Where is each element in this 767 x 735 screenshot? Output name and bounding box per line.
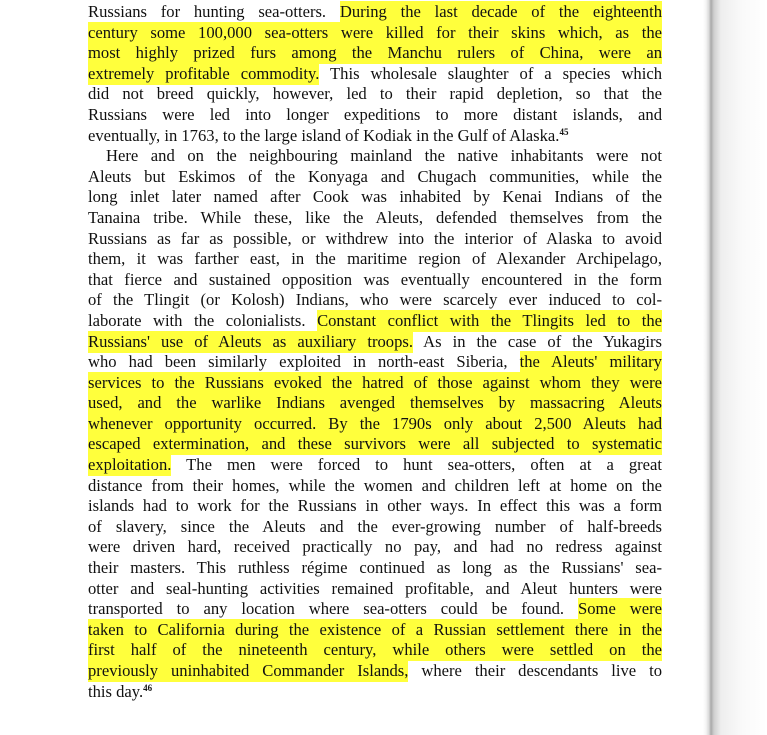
text-line xyxy=(88,352,662,373)
text-line xyxy=(88,105,662,126)
text-span: otter and seal-hunting activities remained profitable, and Aleut hunters were xyxy=(88,578,662,598)
text-span: distance from their homes, while the women and children left at home on the xyxy=(88,475,662,495)
text-line xyxy=(88,270,662,291)
text-span: who had been similarly exploited in north-east Siberia, xyxy=(88,352,520,372)
text-line xyxy=(88,476,662,497)
text-span: Aleuts but Eskimos of the Konyaga and Chugach communities, while the xyxy=(88,166,662,186)
text-line xyxy=(88,43,662,64)
text-line xyxy=(88,2,662,23)
text-span: Russians were led into longer expeditions to more distant islands, and xyxy=(88,104,662,124)
highlighted-text: most highly prized furs among the Manchu rulers of China, were an xyxy=(88,43,662,63)
text-line xyxy=(88,167,662,188)
text-line xyxy=(88,84,662,105)
text-span: laborate with the colonialists. xyxy=(88,310,318,330)
text-span: Russians for hunting sea-otters. xyxy=(88,2,340,21)
text-line xyxy=(88,393,662,414)
text-line xyxy=(88,414,662,435)
text-line xyxy=(88,249,662,270)
text-span: Tanaina tribe. While these, like the Aleuts, defended themselves from the xyxy=(88,207,662,227)
text-line xyxy=(88,64,662,85)
text-span: that fierce and sustained opposition was eventually encountered in the form xyxy=(88,269,662,289)
text-line xyxy=(88,373,662,394)
text-line xyxy=(88,126,662,147)
text-line xyxy=(88,620,662,641)
text-span: islands had to work for the Russians in other ways. In effect this was a form xyxy=(88,496,662,516)
text-span: of the Tlingit (or Kolosh) Indians, who were scarcely ever induced to col- xyxy=(88,290,662,310)
text-span: transported to any location where sea-otters could be found. xyxy=(88,599,579,619)
text-span: eventually, in 1763, to the large island of Kodiak in the Gulf of Alaska. xyxy=(88,125,560,145)
text-line xyxy=(88,661,662,682)
text-line xyxy=(88,311,662,332)
text-span: Russians as far as possible, or withdrew into the interior of Alaska to avoid xyxy=(88,228,662,248)
text-span: were driven hard, received practically no pay, and had no redress against xyxy=(88,537,662,557)
text-line xyxy=(88,682,662,703)
text-line xyxy=(88,290,662,311)
text-span: long inlet later named after Cook was inhabited by Kenai Indians of the xyxy=(88,187,662,207)
footnote-marker: 45 xyxy=(559,126,569,137)
highlighted-text: Russians' use of Aleuts as auxiliary troops. xyxy=(88,331,413,351)
highlighted-text: Some were xyxy=(578,599,663,619)
highlighted-text: century some 100,000 sea-otters were killed for their skins which, as the xyxy=(88,22,662,42)
highlighted-text: the Aleuts' military xyxy=(519,352,662,372)
text-line xyxy=(88,640,662,661)
highlighted-text: escaped extermination, and these survivors were all subjected to systematic xyxy=(88,434,662,454)
text-span: As in the case of the Yukagirs xyxy=(413,331,662,351)
text-line xyxy=(88,146,662,167)
text-line xyxy=(88,496,662,517)
body-text xyxy=(88,2,662,702)
text-line xyxy=(88,332,662,353)
highlighted-text: extremely profitable commodity. xyxy=(88,63,320,83)
text-line xyxy=(88,229,662,250)
highlighted-text: Constant conflict with the Tlingits led to the xyxy=(317,310,662,330)
text-line xyxy=(88,558,662,579)
text-span: this day. xyxy=(88,681,144,701)
text-line xyxy=(88,187,662,208)
text-line xyxy=(88,455,662,476)
text-span: did not breed quickly, however, led to their rapid depletion, so that the xyxy=(88,84,662,104)
text-line xyxy=(88,517,662,538)
highlighted-text: During the last decade of the eighteenth xyxy=(339,2,662,21)
text-line xyxy=(88,23,662,44)
highlighted-text: exploitation. xyxy=(88,455,172,475)
text-line xyxy=(88,434,662,455)
text-span: Here and on the neighbouring mainland the native inhabitants were not xyxy=(106,146,662,166)
text-span: where their descendants live to xyxy=(408,661,663,680)
text-span: their masters. This ruthless régime continued as long as the Russians' sea- xyxy=(88,558,662,578)
text-span: The men were forced to hunt sea-otters, often at a great xyxy=(171,455,662,475)
page-gutter-shadow xyxy=(703,0,767,735)
highlighted-text: used, and the warlike Indians avenged themselves by massacring Aleuts xyxy=(88,393,662,413)
highlighted-text: whenever opportunity occurred. By the 1790s only about 2,500 Aleuts had xyxy=(88,413,662,433)
text-span: them, it was farther east, in the maritime region of Alexander Archipelago, xyxy=(88,249,662,269)
text-line xyxy=(88,579,662,600)
text-line xyxy=(88,537,662,558)
highlighted-text: taken to California during the existence of a Russian settlement there in the xyxy=(88,619,662,639)
highlighted-text: services to the Russians evoked the hatred of those against whom they were xyxy=(88,372,662,392)
highlighted-text: first half of the nineteenth century, while others were settled on the xyxy=(88,640,662,660)
text-line xyxy=(88,599,662,620)
text-span: This wholesale slaughter of a species which xyxy=(319,63,662,83)
text-line xyxy=(88,208,662,229)
text-span: of slavery, since the Aleuts and the ever-growing number of half-breeds xyxy=(88,516,662,536)
footnote-marker: 46 xyxy=(143,682,153,693)
highlighted-text: previously uninhabited Commander Islands, xyxy=(88,661,409,680)
